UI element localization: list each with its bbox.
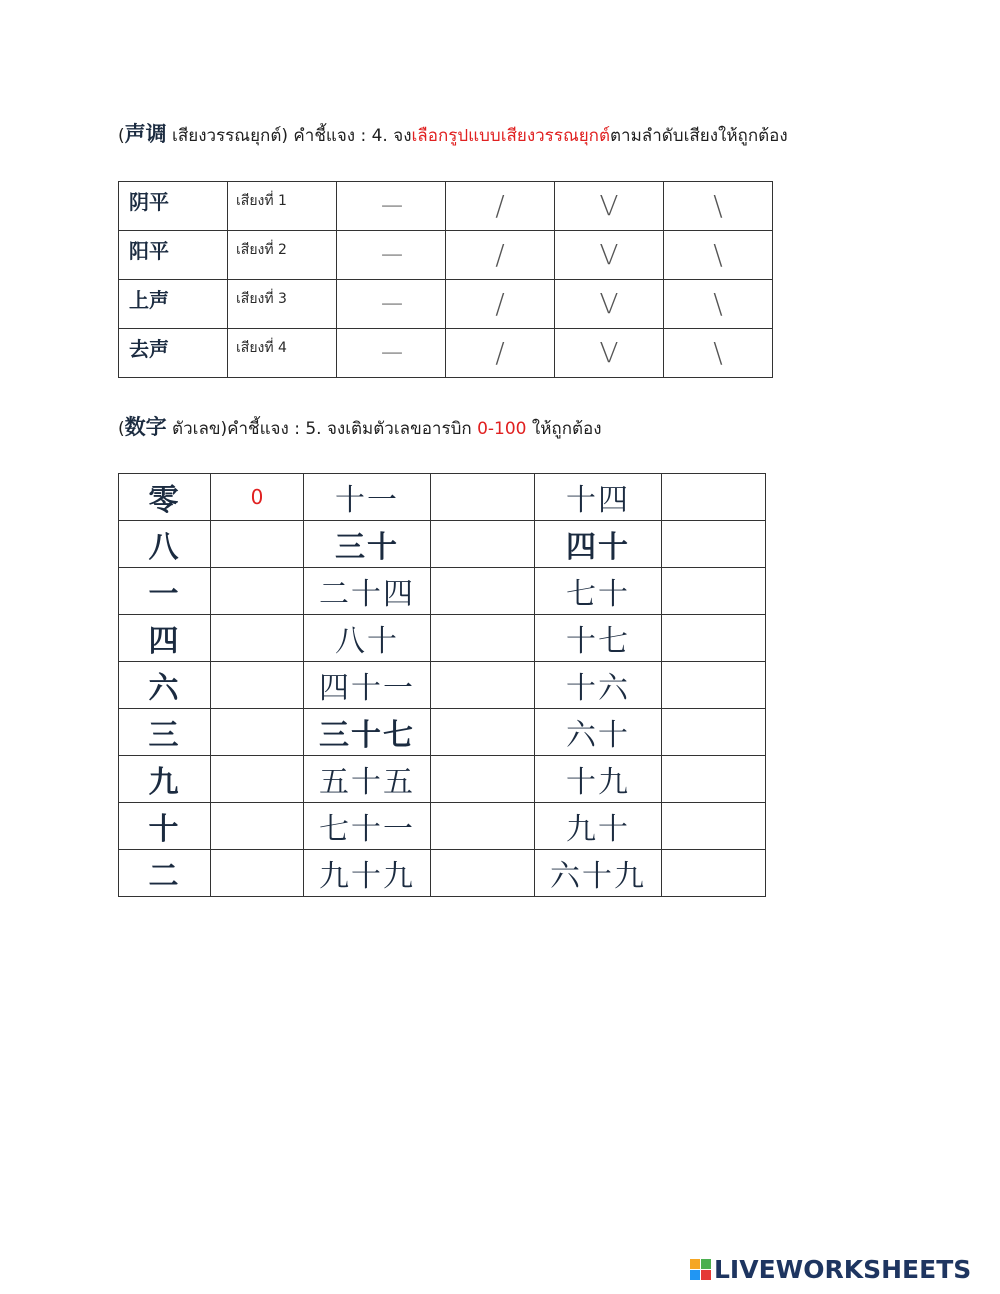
chinese-numeral-cell: [535, 709, 662, 756]
chinese-numeral-cell: [535, 662, 662, 709]
answer-field-cell[interactable]: [431, 756, 535, 803]
answer-field-cell[interactable]: [211, 662, 304, 709]
tone-label-cell: [228, 280, 337, 329]
tone-name: 阳平: [129, 239, 169, 263]
chinese-numeral-cell: [304, 521, 431, 568]
answer-field-cell[interactable]: [211, 850, 304, 897]
tone-label: เสียงที่ 2: [236, 242, 287, 258]
chinese-numeral: 一: [148, 577, 181, 612]
tone-mark-option[interactable]: \: [713, 189, 723, 222]
tone-mark-option[interactable]: \: [713, 238, 723, 271]
chinese-numeral-cell: [119, 521, 211, 568]
chinese-numeral: 九十: [566, 812, 630, 847]
number-row: [119, 474, 766, 521]
tone-label-cell: [228, 231, 337, 280]
tone-row: [119, 280, 773, 329]
chinese-numeral: 四十一: [319, 671, 415, 706]
answer-field-cell[interactable]: [431, 568, 535, 615]
chinese-numeral-cell: [304, 756, 431, 803]
answer-field-cell[interactable]: [211, 568, 304, 615]
chinese-numeral-cell: [119, 803, 211, 850]
answer-field-cell[interactable]: [431, 850, 535, 897]
tone-label: เสียงที่ 4: [236, 340, 287, 356]
tone-row: [119, 182, 773, 231]
tone-mark-cell[interactable]: [555, 329, 664, 378]
tone-label-cell: [228, 329, 337, 378]
chinese-numeral: 四十: [566, 530, 630, 565]
chinese-numeral: 四: [148, 624, 181, 659]
chinese-numeral: 三: [148, 718, 181, 753]
answer-field-cell[interactable]: [662, 521, 766, 568]
tone-mark-option[interactable]: /: [495, 189, 505, 222]
chinese-numeral-cell: [119, 568, 211, 615]
chinese-numeral-cell: [304, 662, 431, 709]
chinese-numeral: 七十: [566, 577, 630, 612]
tone-mark-option[interactable]: V: [599, 336, 619, 369]
answer-field-cell[interactable]: [431, 474, 535, 521]
tone-mark-option[interactable]: /: [495, 336, 505, 369]
tone-mark-option[interactable]: /: [495, 287, 505, 320]
tone-name: 上声: [129, 288, 169, 312]
chinese-numeral-cell: [119, 850, 211, 897]
answer-field-cell[interactable]: [431, 615, 535, 662]
chinese-numeral-cell: [304, 709, 431, 756]
chinese-numeral: 八: [148, 530, 181, 565]
chinese-numeral-cell: [119, 709, 211, 756]
number-row: [119, 803, 766, 850]
tone-name: 阴平: [129, 190, 169, 214]
numbers-highlight: 0-100: [477, 419, 527, 439]
tone-mark-option[interactable]: V: [599, 189, 619, 222]
liveworksheets-logo: [690, 1254, 971, 1284]
numbers-title-zh: 数字: [124, 414, 167, 439]
answer-field-cell[interactable]: [662, 662, 766, 709]
chinese-numeral-cell: [535, 850, 662, 897]
chinese-numeral-cell: [304, 803, 431, 850]
number-row: [119, 521, 766, 568]
answer-field-cell[interactable]: [211, 615, 304, 662]
paren: (: [118, 419, 125, 439]
tones-instruction: [118, 121, 788, 149]
tone-mark-cell[interactable]: [664, 280, 773, 329]
answer-field-cell[interactable]: [662, 850, 766, 897]
answer-field-cell[interactable]: [662, 474, 766, 521]
chinese-numeral-cell: [535, 615, 662, 662]
answer-field[interactable]: 0: [250, 485, 264, 509]
tone-mark-option[interactable]: V: [599, 238, 619, 271]
tone-mark-cell[interactable]: [446, 182, 555, 231]
chinese-numeral: 三十: [335, 530, 399, 565]
tone-table: [118, 181, 773, 378]
tone-mark-option[interactable]: —: [381, 193, 401, 218]
answer-field-cell[interactable]: [211, 709, 304, 756]
answer-field-cell[interactable]: [431, 803, 535, 850]
chinese-numeral-cell: [119, 615, 211, 662]
answer-field-cell[interactable]: [662, 803, 766, 850]
chinese-numeral: 七十一: [319, 812, 415, 847]
chinese-numeral: 三十七: [319, 718, 415, 753]
answer-field-cell[interactable]: [211, 474, 304, 521]
chinese-numeral-cell: [535, 803, 662, 850]
tone-label: เสียงที่ 1: [236, 193, 287, 209]
tone-mark-cell[interactable]: [664, 329, 773, 378]
chinese-numeral: 十一: [335, 483, 399, 518]
paren: (: [118, 126, 125, 146]
number-row: [119, 662, 766, 709]
chinese-numeral-cell: [304, 474, 431, 521]
chinese-numeral: 八十: [335, 624, 399, 659]
tone-label-cell: [228, 182, 337, 231]
tone-mark-cell[interactable]: [337, 329, 446, 378]
tone-mark-cell[interactable]: [446, 231, 555, 280]
number-row: [119, 615, 766, 662]
tone-mark-option[interactable]: \: [713, 336, 723, 369]
tone-name-cell: [119, 182, 228, 231]
chinese-numeral-cell: [304, 850, 431, 897]
chinese-numeral: 五十五: [319, 765, 415, 800]
tone-mark-cell[interactable]: [664, 182, 773, 231]
chinese-numeral-cell: [535, 474, 662, 521]
chinese-numeral-cell: [119, 662, 211, 709]
tones-title-th: เสียงวรรณยุกต์) คำชี้แจง : 4. จง: [166, 126, 412, 146]
chinese-numeral: 二十四: [319, 577, 415, 612]
chinese-numeral: 十: [148, 812, 181, 847]
numbers-suffix: ให้ถูกต้อง: [526, 419, 602, 439]
tone-mark-cell[interactable]: [555, 231, 664, 280]
answer-field-cell[interactable]: [431, 662, 535, 709]
tone-label: เสียงที่ 3: [236, 291, 287, 307]
chinese-numeral: 十六: [566, 671, 630, 706]
logo-squares-icon: [690, 1259, 711, 1280]
numbers-instruction: [118, 414, 602, 442]
tone-mark-cell[interactable]: [555, 182, 664, 231]
answer-field-cell[interactable]: [211, 756, 304, 803]
answer-field-cell[interactable]: [662, 615, 766, 662]
chinese-numeral: 六: [148, 671, 181, 706]
chinese-numeral-cell: [119, 474, 211, 521]
tone-mark-cell[interactable]: [337, 280, 446, 329]
chinese-numeral-cell: [304, 615, 431, 662]
chinese-numeral: 零: [148, 483, 181, 518]
number-row: [119, 850, 766, 897]
chinese-numeral-cell: [535, 756, 662, 803]
chinese-numeral-cell: [535, 521, 662, 568]
answer-field-cell[interactable]: [211, 803, 304, 850]
chinese-numeral: 六十: [566, 718, 630, 753]
tones-title-zh: 声调: [124, 121, 167, 146]
tone-name: 去声: [129, 337, 169, 361]
tone-name-cell: [119, 231, 228, 280]
chinese-numeral-cell: [535, 568, 662, 615]
tones-suffix: ตามลำดับเสียงให้ถูกต้อง: [610, 126, 788, 146]
tone-mark-option[interactable]: \: [713, 287, 723, 320]
numbers-title-th: ตัวเลข)คำชี้แจง : 5. จงเติมตัวเลขอารบิก: [166, 419, 478, 439]
numbers-table: [118, 473, 766, 897]
answer-field-cell[interactable]: [431, 709, 535, 756]
tone-mark-option[interactable]: /: [495, 238, 505, 271]
tone-name-cell: [119, 280, 228, 329]
tone-mark-cell[interactable]: [664, 231, 773, 280]
chinese-numeral-cell: [304, 568, 431, 615]
answer-field-cell[interactable]: [662, 568, 766, 615]
chinese-numeral: 十七: [566, 624, 630, 659]
number-row: [119, 756, 766, 803]
tone-row: [119, 231, 773, 280]
tone-mark-option[interactable]: —: [381, 340, 401, 365]
chinese-numeral: 六十九: [550, 859, 646, 894]
tone-mark-cell[interactable]: [555, 280, 664, 329]
tone-name-cell: [119, 329, 228, 378]
tone-mark-option[interactable]: —: [381, 291, 401, 316]
tone-mark-cell[interactable]: [337, 182, 446, 231]
chinese-numeral: 十九: [566, 765, 630, 800]
tone-mark-cell[interactable]: [337, 231, 446, 280]
logo-text: LIVEWORKSHEETS: [714, 1254, 972, 1284]
chinese-numeral: 九: [148, 765, 181, 800]
number-row: [119, 709, 766, 756]
number-row: [119, 568, 766, 615]
chinese-numeral: 十四: [566, 483, 630, 518]
tone-mark-cell[interactable]: [446, 329, 555, 378]
chinese-numeral: 二: [148, 859, 181, 894]
tones-highlight: เลือกรูปแบบเสียงวรรณยุกต์: [411, 126, 611, 146]
answer-field-cell[interactable]: [211, 521, 304, 568]
chinese-numeral: 九十九: [319, 859, 415, 894]
tone-mark-option[interactable]: V: [599, 287, 619, 320]
answer-field-cell[interactable]: [662, 756, 766, 803]
tone-row: [119, 329, 773, 378]
chinese-numeral-cell: [119, 756, 211, 803]
answer-field-cell[interactable]: [431, 521, 535, 568]
tone-mark-cell[interactable]: [446, 280, 555, 329]
answer-field-cell[interactable]: [662, 709, 766, 756]
tone-mark-option[interactable]: —: [381, 242, 401, 267]
